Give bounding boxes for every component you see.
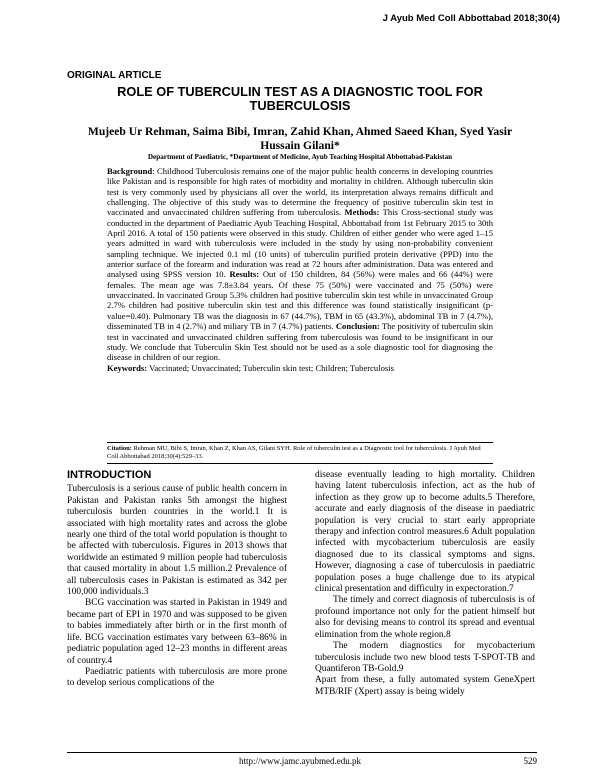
citation-text: Rehman MU, Bibi S, Imran, Khan Z, Khan AS, Gilani SYH. Role of tuberculin test as a Diagnostic tool for tuberculosis. J Ayub Med Coll Abbottabad 2018;30(4):529–33. <box>107 445 481 461</box>
citation <box>107 445 493 461</box>
methods-text: This Cross-sectional study was conducted in the department of Paediatric Ayub Teaching Hospital, Abbottabad from 1st February 2015 to 30th April 2016. A total of 150 patients were observed in this study. Children of either gender who were aged 1–15 years admitted in ward with tuberculosis were included in the study by using non-probability convenient sampling technique. We injected 0.1 ml (10 units) of tuberculin purified protein derivative (PPD) into the anterior surface of the forearm and induration was read at 72 hours after administration. Data was entered and analysed using SPSS version 10. <box>107 207 493 280</box>
article-title: ROLE OF TUBERCULIN TEST AS A DIAGNOSTIC TOOL FOR TUBERCULOSIS <box>117 84 483 113</box>
article-type: ORIGINAL ARTICLE <box>67 70 162 81</box>
paragraph: BCG vaccination was started in Pakistan in 1949 and became part of EPI in 1970 and was supposed to be given to babies immediately after birth or in the first month of life. BCG vaccination estimates vary between 63–86% in pediatric population aged 12–23 months in different areas of country.4 <box>67 598 287 666</box>
conclusion-label: Conclusion: <box>335 321 380 332</box>
right-column <box>315 470 535 698</box>
background-label: Background <box>107 166 153 176</box>
authors: Mujeeb Ur Rehman, Saima Bibi, Imran, Zahid Khan, Ahmed Saeed Khan, Syed Yasir Hussain Gilani* <box>87 125 513 152</box>
keywords <box>107 363 493 373</box>
footer-url[interactable]: http://www.jamc.ayubmed.edu.pk <box>239 756 361 766</box>
keywords-label: Keywords: <box>107 362 148 373</box>
divider <box>107 463 493 464</box>
results-text: Out of 150 children, 84 (56%) were males and 66 (44%) were females. The mean age was 7.8±3.84 years. Of these 75 (50%) were vaccinated and 75 (50%) were unvaccinated. In vaccinated Group 5.3% children had positive tuberculin skin test while in unvaccinated Group 2.7% children had positive tuberculin skin test and this difference was found statistically insignificant (p-value=0.40). Pulmonary TB was the diagnosis in 67 (44.7%), TBM in 65 (43.3%), abdominal TB in 7 (4.7%), disseminated TB in 4 (2.7%) and miliary TB in 7 (4.7%) patients. <box>107 269 493 332</box>
paragraph: The timely and correct diagnosis of tuberculosis is of profound importance not only for the patient himself but also for devising means to control its spread and eventual elimination from the whole region.8 <box>315 595 535 640</box>
divider <box>107 442 493 443</box>
results-label: Results: <box>229 269 260 280</box>
journal-header: J Ayub Med Coll Abbottabad 2018;30(4) <box>382 13 560 24</box>
methods-label: Methods: <box>344 207 380 218</box>
paragraph: The modern diagnostics for mycobacterium tuberculosis include two new blood tests T-SPOT-TB and Quantiferon TB-Gold.9 <box>315 641 535 674</box>
background-text: : Childhood Tuberculosis remains one of the major public health concerns in developing countries like Pakistan and is responsible for high rates of morbidity and mortality in children. Although tuberculin skin test is very commonly used by physicians all over the world, its interpretation always remains difficult and challenging. The objective of this study was to determine the frequency of positive tuberculin skin test in vaccinated and unvaccinated children suffering from tuberculosis. <box>107 166 493 218</box>
conclusion-text: The positivity of tuberculin skin test in vaccinated and unvaccinated children suffering from tuberculosis was found to be insignificant in our study. We conclude that Tuberculin Skin Test should not be used as a sole diagnostic tool for diagnosing the disease in children of our region. <box>107 321 493 363</box>
paragraph: Apart from these, a fully automated system GeneXpert MTB/RIF (Xpert) assay is being widely <box>315 675 535 697</box>
paragraph: Tuberculosis is a serious cause of public health concern in Pakistan and Pakistan ranks 5th amongst the highest tuberculosis burden countries in the world.1 It is associated with high mortality rates and across the globe nearly one third of the total world population is thought to be affected with tuberculosis. Figures in 2013 shows that worldwide an estimated 9 million people had tuberculosis that caused mortality in about 1.5 million.2 Prevalence of all tuberculosis cases in Pakistan is estimated as 342 per 100,000 individuals.3 <box>67 484 287 598</box>
left-column <box>67 470 287 690</box>
page-number: 529 <box>523 756 537 766</box>
abstract-paragraph <box>107 166 493 362</box>
citation-label: Citation: <box>107 445 132 452</box>
affiliation: Department of Paediatric, *Department of Medicine, Ayub Teaching Hospital Abbottabad-Pakistan <box>147 153 453 161</box>
paragraph: Paediatric patients with tuberculosis are more prone to develop serious complications of the <box>67 666 287 689</box>
keywords-text: Vaccinated; Unvaccinated; Tuberculin skin test; Children; Tuberculosis <box>147 362 394 373</box>
abstract <box>107 166 493 373</box>
paragraph: disease eventually leading to high mortality. Children having latent tuberculosis infection, act as the hub of infection as they grow up to become adults.5 Therefore, accurate and early diagnosis of the disease in paediatric population is very crucial to start early appropriate therapy and infection control measures.6 Adult population infected with mycobacterium tuberculosis are easily diagnosed due to its classical symptoms and signs. However, diagnosing a case of tuberculosis in paediatric population poses a huge challenge due to its atypical clinical presentation and difficulty in expectoration.7 <box>315 470 535 595</box>
introduction-heading: INTRODUCTION <box>67 469 152 481</box>
footer-divider <box>67 752 537 753</box>
